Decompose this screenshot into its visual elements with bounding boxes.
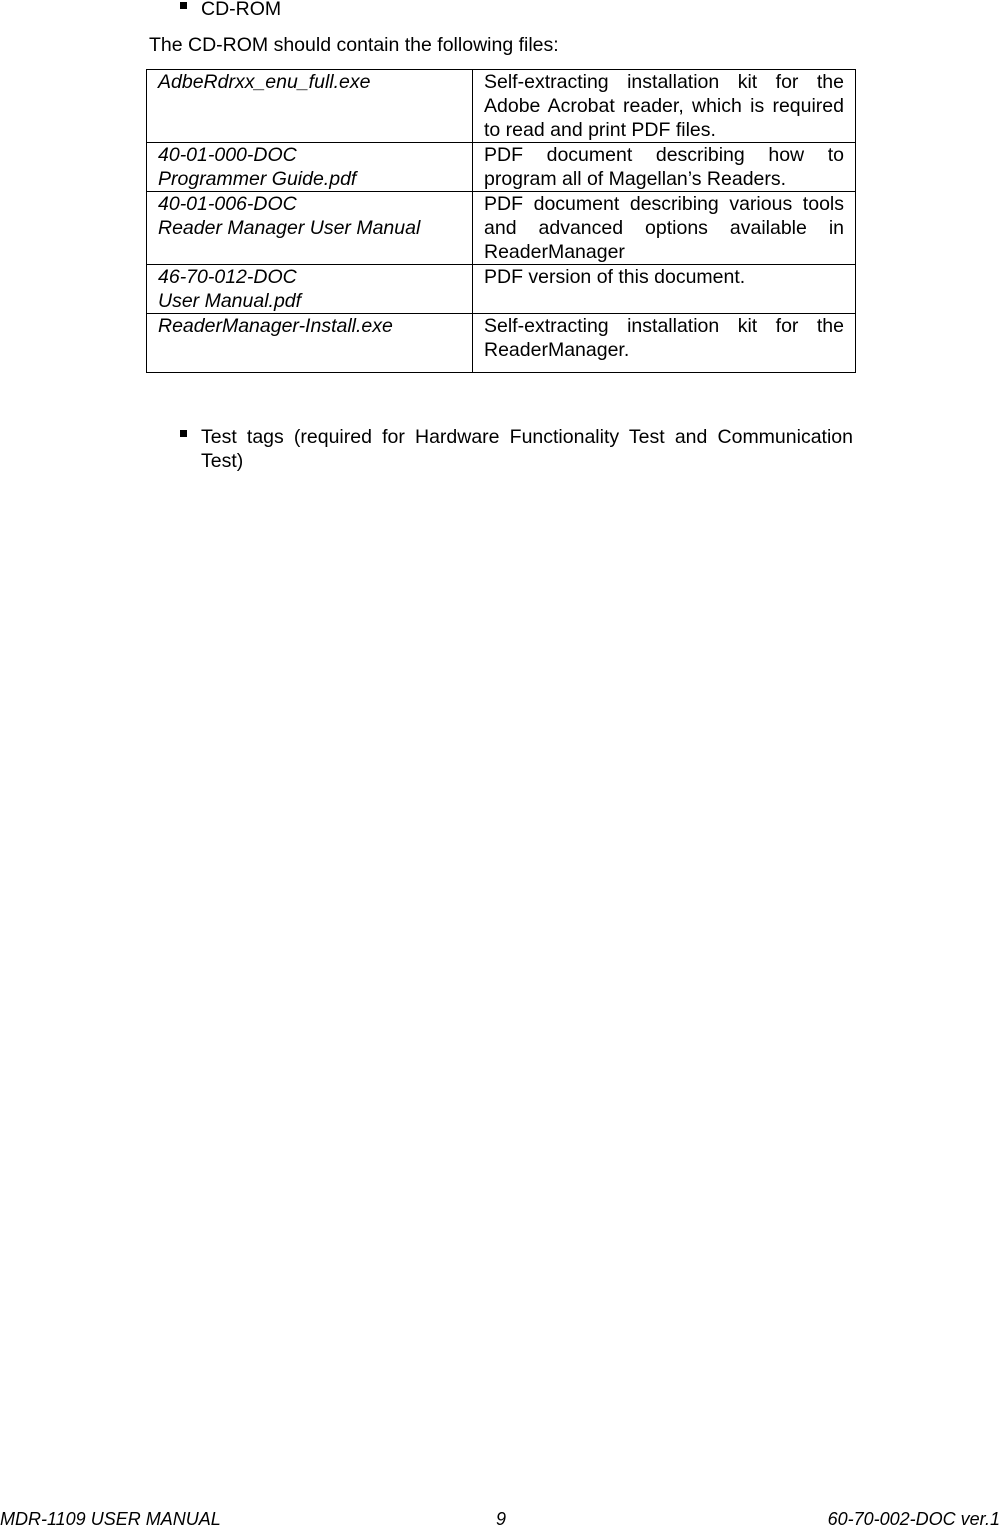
bullet-item-cdrom bbox=[180, 0, 281, 21]
footer-document-title: MDR-1109 USER MANUAL bbox=[0, 1509, 221, 1529]
file-name-cell bbox=[147, 265, 473, 314]
footer-page-number: 9 bbox=[496, 1509, 507, 1529]
file-description-cell: Self-extracting installation kit for the ReaderManager. bbox=[473, 314, 856, 373]
file-description-cell: Self-extracting installation kit for the Adobe Acrobat reader, which is required to read and print PDF files. bbox=[473, 70, 856, 143]
file-description-cell: PDF version of this document. bbox=[473, 265, 856, 314]
files-table bbox=[146, 69, 856, 373]
footer-document-code: 60-70-002-DOC ver.1 bbox=[827, 1509, 1000, 1529]
file-name-line: Reader Manager User Manual bbox=[158, 217, 421, 239]
file-name-cell bbox=[147, 70, 473, 143]
file-name-line: ReaderManager-Install.exe bbox=[158, 315, 393, 337]
file-description-cell: PDF document describing how to program all of Magellan’s Readers. bbox=[473, 143, 856, 192]
square-bullet-icon bbox=[180, 430, 187, 437]
bullet-item-test-tags bbox=[180, 425, 853, 473]
file-description-cell: PDF document describing various tools and advanced options available in ReaderManager bbox=[473, 192, 856, 265]
file-name-cell bbox=[147, 314, 473, 373]
file-name-line: 46-70-012-DOC bbox=[158, 266, 297, 288]
file-name-line: Programmer Guide.pdf bbox=[158, 168, 357, 190]
square-bullet-icon bbox=[180, 2, 187, 9]
table-row bbox=[147, 314, 856, 373]
table-row bbox=[147, 70, 856, 143]
file-name-cell bbox=[147, 192, 473, 265]
bullet-label-cdrom: CD-ROM bbox=[201, 0, 282, 20]
table-row bbox=[147, 143, 856, 192]
bullet-label-test-tags: Test tags (required for Hardware Functionality Test and Communication Test) bbox=[201, 426, 853, 472]
intro-paragraph: The CD-ROM should contain the following files: bbox=[149, 34, 559, 56]
file-name-line: AdbeRdrxx_enu_full.exe bbox=[158, 71, 371, 93]
table-row bbox=[147, 192, 856, 265]
table-row bbox=[147, 265, 856, 314]
file-name-line: User Manual.pdf bbox=[158, 290, 302, 312]
file-name-line: 40-01-000-DOC bbox=[158, 144, 297, 166]
file-name-cell bbox=[147, 143, 473, 192]
file-name-line: 40-01-006-DOC bbox=[158, 193, 297, 215]
